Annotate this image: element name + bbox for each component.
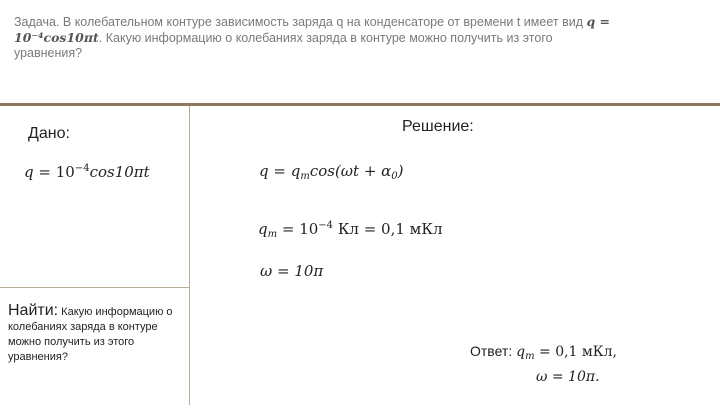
- find-block: [8, 303, 190, 365]
- find-text: Какую информацию о колебаниях заряда в контуре можно получить из этого уравнения?: [8, 306, 173, 363]
- given-find-divider: [0, 287, 189, 288]
- answer-line-2: ω = 10π.: [536, 369, 600, 385]
- given-label: Дано:: [28, 125, 70, 142]
- solution-equation-frequency: ω = 10π: [260, 262, 324, 280]
- table-top-border: [0, 103, 720, 106]
- solution-label: Решение:: [402, 118, 474, 135]
- answer-line-1: Ответ: $q_m = 0,1$ мКл,: [470, 343, 617, 362]
- answer-block: [470, 341, 617, 387]
- task-formula: q = 10⁻⁴cos10πt: [14, 14, 611, 45]
- task-statement: [14, 14, 614, 61]
- task-suffix: . Какую информацию о колебаниях заряда в контуре можно получить из этого уравнения?: [14, 31, 553, 60]
- answer-label: Ответ:: [470, 343, 517, 359]
- solution-equation-amplitude: $q_m = 10^{-4}$ Кл = 0,1 мКл: [258, 220, 443, 240]
- task-prefix: Задача. В колебательном контуре зависимость заряда q на конденсаторе от времени t имеет вид: [14, 15, 587, 29]
- given-formula: $q = 10^{-4}\cos 10\pi t$: [24, 163, 150, 181]
- find-head: Найти:: [8, 302, 59, 319]
- solution-equation-charge: $q = q_m\cos(\omega t + \alpha_0)$: [259, 162, 404, 182]
